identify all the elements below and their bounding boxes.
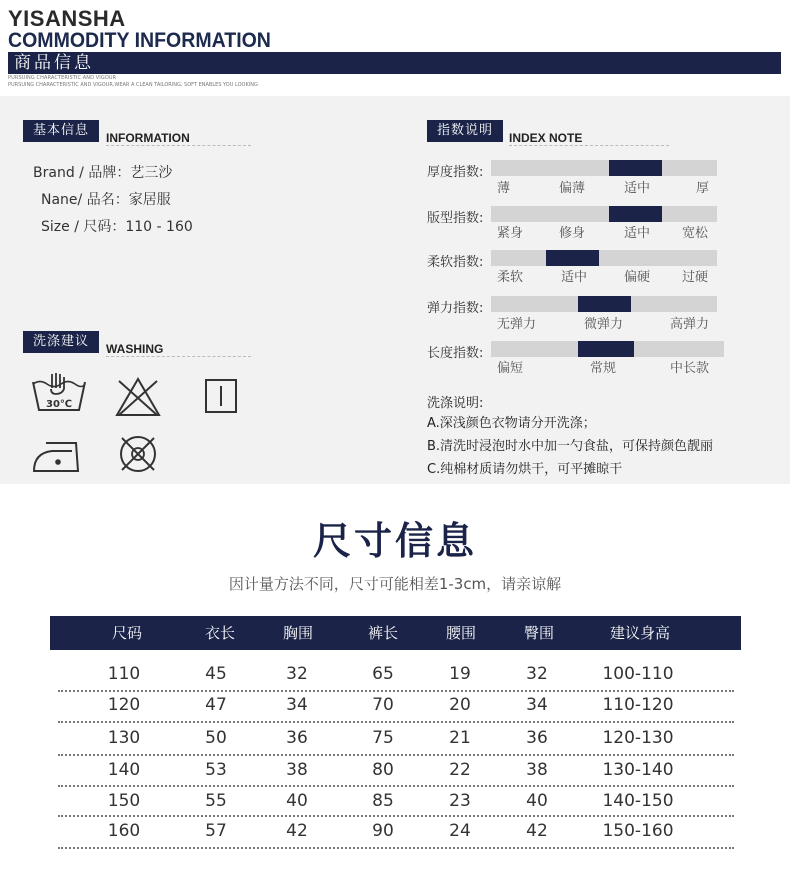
table-cell: 85 (372, 791, 394, 811)
table-cell: 160 (107, 821, 141, 841)
softness-index-track (491, 250, 717, 266)
size-range-label: Size / 尺码： (41, 219, 126, 235)
elasticity-index-label: 弹力指数: (427, 301, 484, 316)
size-table-header-cell: 腰围 (445, 624, 477, 642)
wash-note-line: A.深浅颜色衣物请分开洗涤； (427, 416, 596, 431)
thickness-option: 厚 (696, 181, 710, 196)
product-name-value: 家居服 (128, 192, 171, 208)
table-cell: 23 (449, 791, 471, 811)
table-row (50, 690, 741, 720)
wash-note-line: C.纯棉材质请勿烘干，可平摊晾干 (427, 462, 623, 477)
softness-option: 过硬 (682, 270, 709, 285)
table-cell: 47 (205, 695, 227, 715)
table-cell: 40 (526, 791, 548, 811)
table-cell: 150 (107, 791, 141, 811)
thickness-index-track (491, 160, 717, 176)
length-index-fill (578, 341, 634, 357)
table-cell: 120 (107, 695, 141, 715)
brand-row (33, 162, 172, 182)
elasticity-option: 微弹力 (584, 317, 624, 332)
hand-wash-30c-icon (30, 372, 88, 416)
no-bleach-icon (114, 376, 162, 418)
tagline-line-1: PURSUING CHARACTERISTIC AND VIGOUR (8, 75, 117, 81)
brand-value: 艺三沙 (130, 165, 173, 181)
elasticity-option: 高弹力 (670, 317, 710, 332)
brand-name: YISANSHA (8, 6, 126, 31)
elasticity-index-fill (578, 296, 631, 312)
no-tumble-dry-icon (118, 434, 158, 474)
washing-tag: 洗涤建议 (23, 331, 99, 353)
table-cell: 40 (286, 791, 308, 811)
thickness-index-fill (609, 160, 662, 176)
table-cell: 53 (205, 760, 227, 780)
elasticity-option: 无弹力 (497, 317, 537, 332)
table-cell: 55 (205, 791, 227, 811)
table-row (50, 723, 741, 753)
table-cell: 42 (526, 821, 548, 841)
table-cell: 34 (526, 695, 548, 715)
size-section-subtitle: 因计量方法不同，尺寸可能相差1-3cm，请亲谅解 (228, 575, 562, 593)
basic-divider (106, 145, 251, 146)
table-cell: 130 (107, 728, 141, 748)
table-cell: 38 (526, 760, 548, 780)
fit-index-track (491, 206, 717, 222)
wash-note-line: B.清洗时浸泡时水中加一勺食盐，可保持颜色靓丽 (427, 439, 714, 454)
table-cell: 32 (526, 664, 548, 684)
table-row (50, 786, 741, 816)
table-cell: 130-140 (602, 760, 674, 780)
table-cell: 38 (286, 760, 308, 780)
table-row (50, 755, 741, 785)
section-title: 商品信息 (14, 53, 94, 73)
table-row (50, 659, 741, 689)
table-cell: 20 (449, 695, 471, 715)
table-cell: 45 (205, 664, 227, 684)
size-table-header (50, 616, 741, 650)
fit-option: 紧身 (497, 226, 524, 241)
thickness-option: 适中 (624, 181, 651, 196)
table-cell: 120-130 (602, 728, 674, 748)
washing-title-en: WASHING (106, 342, 164, 356)
length-option: 中长款 (670, 361, 710, 376)
index-note-tag: 指数说明 (427, 120, 503, 142)
fit-index-label: 版型指数: (427, 211, 484, 226)
length-index-track (491, 341, 724, 357)
commodity-heading: COMMODITY INFORMATION (8, 29, 271, 52)
size-range-value: 110 - 160 (125, 219, 193, 235)
length-index-label: 长度指数: (427, 346, 484, 361)
table-cell: 34 (286, 695, 308, 715)
wash-temp-label: 30℃ (45, 399, 73, 410)
fit-option: 宽松 (682, 226, 709, 241)
table-cell: 90 (372, 821, 394, 841)
index-note-title-en: INDEX NOTE (509, 131, 583, 145)
table-cell: 140 (107, 760, 141, 780)
product-name-label: Nane/ 品名： (41, 192, 129, 208)
table-cell: 50 (205, 728, 227, 748)
washing-divider (106, 356, 251, 357)
table-cell: 57 (205, 821, 227, 841)
table-cell: 65 (372, 664, 394, 684)
wash-notes-title: 洗涤说明: (427, 396, 484, 411)
length-option: 常规 (590, 361, 617, 376)
thickness-index-label: 厚度指数: (427, 165, 484, 180)
thickness-option: 偏薄 (559, 181, 586, 196)
softness-option: 偏硬 (624, 270, 651, 285)
table-cell: 140-150 (602, 791, 674, 811)
index-divider (509, 145, 669, 146)
table-cell: 110 (107, 664, 141, 684)
fit-option: 修身 (559, 226, 586, 241)
size-table-header-cell: 尺码 (111, 624, 143, 642)
fit-index-fill (609, 206, 662, 222)
fit-option: 适中 (624, 226, 651, 241)
basic-info-title-en: INFORMATION (106, 131, 190, 145)
softness-index-fill (546, 250, 599, 266)
table-cell: 80 (372, 760, 394, 780)
table-cell: 150-160 (602, 821, 674, 841)
length-option: 偏短 (497, 361, 524, 376)
size-table-header-cell: 建议身高 (609, 624, 671, 642)
softness-index-label: 柔软指数: (427, 255, 484, 270)
table-cell: 32 (286, 664, 308, 684)
table-cell: 100-110 (602, 664, 674, 684)
elasticity-index-track (491, 296, 717, 312)
table-cell: 36 (526, 728, 548, 748)
product-name-row (41, 189, 171, 209)
softness-option: 适中 (561, 270, 588, 285)
iron-low-icon (32, 439, 82, 473)
size-section-title: 尺寸信息 (312, 519, 477, 563)
basic-info-tag: 基本信息 (23, 120, 99, 142)
table-cell: 75 (372, 728, 394, 748)
table-cell: 70 (372, 695, 394, 715)
table-cell: 110-120 (602, 695, 674, 715)
size-range-row (41, 216, 193, 236)
table-cell: 36 (286, 728, 308, 748)
table-cell: 42 (286, 821, 308, 841)
size-table-header-cell: 臀围 (523, 624, 555, 642)
size-table-header-cell: 衣长 (204, 624, 236, 642)
table-cell: 19 (449, 664, 471, 684)
table-cell: 21 (449, 728, 471, 748)
line-dry-icon (204, 378, 238, 414)
table-cell: 22 (449, 760, 471, 780)
info-panel (0, 96, 790, 484)
table-cell: 24 (449, 821, 471, 841)
section-title-bar (8, 52, 781, 74)
size-table-header-cell: 裤长 (367, 624, 399, 642)
brand-label: Brand / 品牌： (33, 165, 131, 181)
size-table-header-cell: 胸围 (282, 624, 314, 642)
softness-option: 柔软 (497, 270, 524, 285)
tagline-line-2: PURSUING CHARACTERISTIC AND VIGOUR,WEAR A CLEAN TAILORING, SOFT ENABLES YOU LOOKING (8, 82, 258, 88)
row-divider (58, 847, 734, 849)
thickness-option: 薄 (497, 181, 511, 196)
table-row (50, 816, 741, 846)
